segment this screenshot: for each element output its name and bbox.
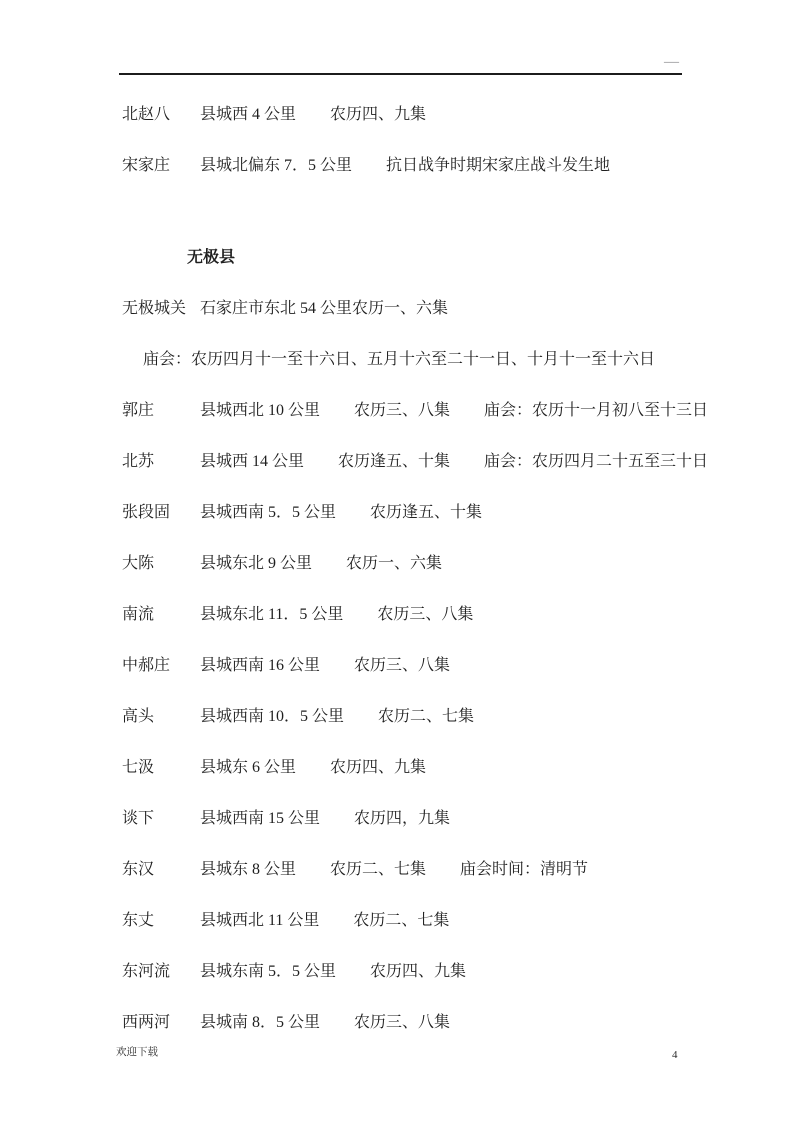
location: 县城西北 10 公里 xyxy=(200,402,321,419)
page-number: 4 xyxy=(672,1049,678,1061)
market-schedule: 农历一、六集 xyxy=(346,555,443,572)
section-heading-label: 无极县 xyxy=(187,249,236,266)
entry-row xyxy=(122,911,782,962)
market-schedule: 农历二、七集 xyxy=(378,708,475,725)
market-schedule: 农历逢五、十集 xyxy=(370,504,483,521)
location: 县城东 8 公里 xyxy=(200,861,297,878)
location: 县城北偏东 7．5 公里 xyxy=(200,157,353,174)
document-body xyxy=(122,105,782,1064)
entry-row xyxy=(122,809,782,860)
header-rule xyxy=(119,73,682,75)
place-name: 西两河 xyxy=(122,1014,171,1031)
location: 县城东北 11．5 公里 xyxy=(200,606,344,623)
market-schedule: 农历四，九集 xyxy=(354,810,451,827)
place-name: 无极城关 xyxy=(122,300,187,317)
entry-row xyxy=(122,503,782,554)
location: 县城西南 5．5 公里 xyxy=(200,504,337,521)
entry-row xyxy=(122,156,782,207)
entry-row xyxy=(122,605,782,656)
market-schedule: 农历三、八集 xyxy=(354,402,451,419)
entry-row xyxy=(122,1013,782,1064)
location: 县城东南 5．5 公里 xyxy=(200,963,337,980)
market-schedule: 农历二、七集 xyxy=(353,912,450,929)
location: 县城西北 11 公里 xyxy=(200,912,320,929)
location: 县城南 8．5 公里 xyxy=(200,1014,321,1031)
place-name: 宋家庄 xyxy=(122,157,171,174)
entry-row xyxy=(122,554,782,605)
entry-row xyxy=(122,401,782,452)
place-name: 大陈 xyxy=(122,555,155,572)
entry-row xyxy=(122,962,782,1013)
place-name: 北赵八 xyxy=(122,106,171,123)
location: 县城西 14 公里 xyxy=(200,453,305,470)
place-name: 七汲 xyxy=(122,759,155,776)
place-name: 南流 xyxy=(122,606,155,623)
location: 县城西 4 公里 xyxy=(200,106,297,123)
corner-dash-mark: — xyxy=(664,54,679,70)
place-name: 张段固 xyxy=(122,504,171,521)
entry-row xyxy=(122,860,782,911)
location: 县城东北 9 公里 xyxy=(200,555,313,572)
entry-row xyxy=(122,299,782,350)
market-schedule: 农历四、九集 xyxy=(370,963,467,980)
entry-row xyxy=(122,105,782,156)
fair-info: 庙会时间：清明节 xyxy=(460,861,589,878)
location: 县城东 6 公里 xyxy=(200,759,297,776)
market-schedule: 农历四、九集 xyxy=(330,106,427,123)
place-name: 东河流 xyxy=(122,963,171,980)
market-schedule: 农历二、七集 xyxy=(330,861,427,878)
location: 县城西南 15 公里 xyxy=(200,810,321,827)
entry-row xyxy=(122,707,782,758)
market-schedule: 农历四、九集 xyxy=(330,759,427,776)
section-heading xyxy=(122,248,782,299)
place-name: 中郝庄 xyxy=(122,657,171,674)
fair-note-row xyxy=(122,350,782,401)
entry-row xyxy=(122,452,782,503)
market-schedule: 抗日战争时期宋家庄战斗发生地 xyxy=(386,157,611,174)
place-name: 东汉 xyxy=(122,861,155,878)
place-name: 东丈 xyxy=(122,912,155,929)
fair-info: 庙会：农历十一月初八至十三日 xyxy=(484,402,709,419)
market-schedule: 农历三、八集 xyxy=(354,1014,451,1031)
market-schedule: 农历逢五、十集 xyxy=(338,453,451,470)
fair-info: 庙会：农历四月二十五至三十日 xyxy=(484,453,709,470)
fair-note: 庙会：农历四月十一至十六日、五月十六至二十一日、十月十一至十六日 xyxy=(143,351,656,368)
footer-download-note: 欢迎下载 xyxy=(116,1047,158,1058)
market-schedule: 农历三、八集 xyxy=(354,657,451,674)
location: 石家庄市东北 54 公里农历一、六集 xyxy=(200,300,449,317)
entry-row xyxy=(122,656,782,707)
location: 县城西南 16 公里 xyxy=(200,657,321,674)
place-name: 谈下 xyxy=(122,810,155,827)
place-name: 郭庄 xyxy=(122,402,155,419)
entry-row xyxy=(122,758,782,809)
place-name: 高头 xyxy=(122,708,155,725)
place-name: 北苏 xyxy=(122,453,155,470)
location: 县城西南 10．5 公里 xyxy=(200,708,345,725)
market-schedule: 农历三、八集 xyxy=(377,606,474,623)
